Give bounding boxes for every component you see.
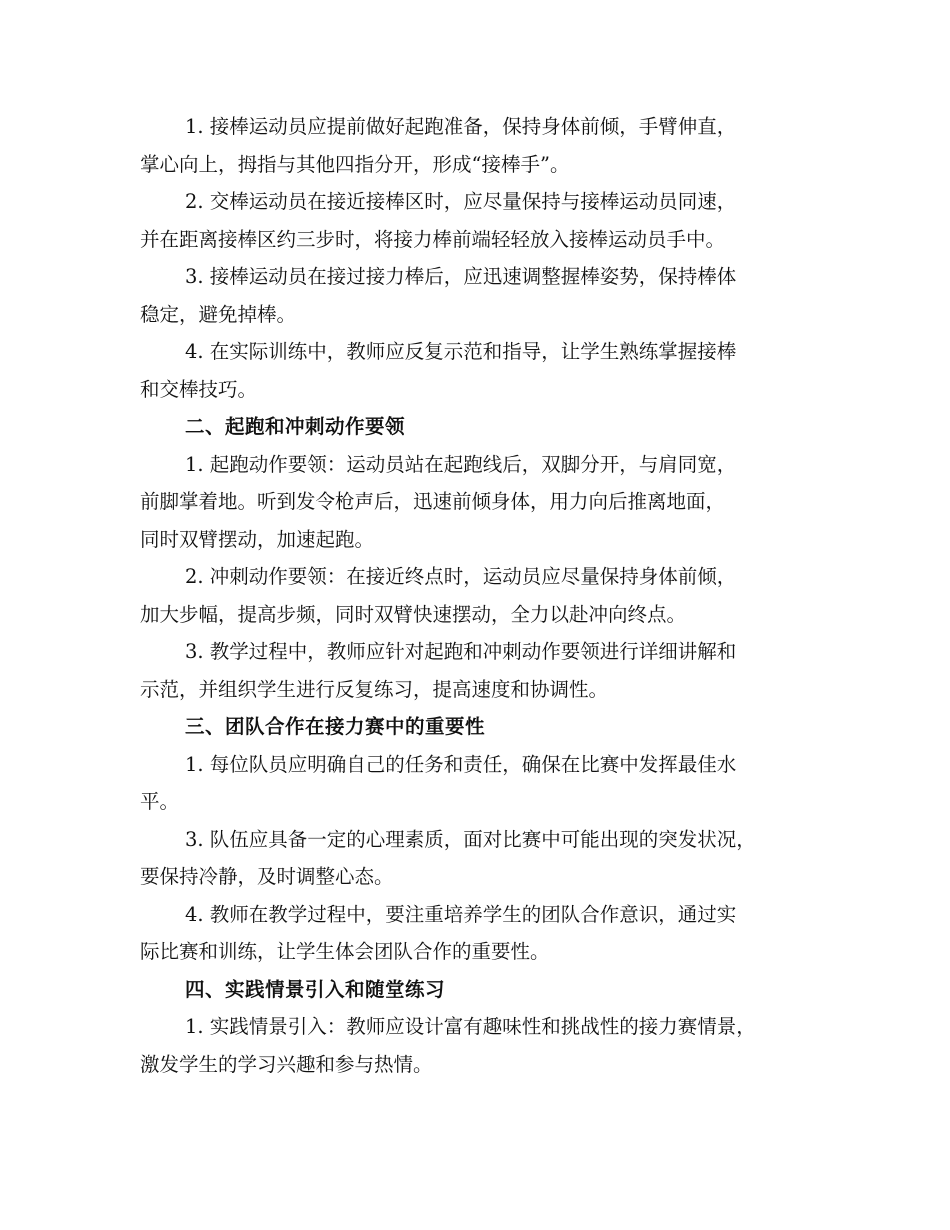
paragraph-11	[140, 1008, 820, 1083]
text-line: 示范，并组织学生进行反复练习，提高速度和协调性。	[140, 677, 609, 701]
text-line: 3. 队伍应具备一定的心理素质，面对比赛中可能出现的突发状况，	[185, 827, 756, 851]
text-line: 激发学生的学习兴趣和参与热情。	[140, 1052, 433, 1076]
paragraph-9	[140, 821, 820, 896]
section-heading-4: 四、实践情景引入和随堂练习	[185, 977, 446, 1001]
document-body	[140, 108, 820, 1083]
text-line: 2. 冲刺动作要领：在接近终点时，运动员应尽量保持身体前倾，	[185, 565, 737, 588]
text-line: 2. 交棒运动员在接近接棒区时，应尽量保持与接棒运动员同速，	[185, 190, 737, 213]
text-line: 掌心向上，拇指与其他四指分开，形成“接棒手”。	[140, 152, 570, 176]
text-line: 1. 接棒运动员应提前做好起跑准备，保持身体前倾，手臂伸直，	[185, 115, 737, 138]
text-line: 1. 起跑动作要领：运动员站在起跑线后，双脚分开，与肩同宽，	[185, 452, 737, 476]
paragraph-10	[140, 896, 820, 971]
text-line: 1. 每位队员应明确自己的任务和责任，确保在比赛中发挥最佳水	[185, 752, 737, 776]
text-line: 4. 教师在教学过程中，要注重培养学生的团队合作意识，通过实	[185, 902, 737, 926]
text-line: 平。	[140, 790, 180, 813]
text-line: 4. 在实际训练中，教师应反复示范和指导，让学生熟练掌握接棒	[185, 340, 737, 363]
paragraph-7	[140, 633, 820, 708]
paragraph-3	[140, 258, 820, 333]
text-line: 要保持冷静，及时调整心态。	[140, 865, 394, 888]
text-line: 并在距离接棒区约三步时，将接力棒前端轻轻放入接棒运动员手中。	[140, 227, 726, 251]
text-line: 3. 接棒运动员在接过接力棒后，应迅速调整握棒姿势，保持棒体	[185, 265, 737, 288]
section-heading-2: 二、起跑和冲刺动作要领	[185, 415, 406, 438]
paragraph-2	[140, 183, 820, 258]
text-line: 前脚掌着地。听到发令枪声后，迅速前倾身体，用力向后推离地面，	[140, 490, 726, 513]
paragraph-8	[140, 746, 820, 821]
section-heading-3: 三、团队合作在接力赛中的重要性	[185, 715, 486, 738]
text-line: 3. 教学过程中，教师应针对起跑和冲刺动作要领进行详细讲解和	[185, 640, 737, 663]
paragraph-4	[140, 333, 820, 408]
paragraph-5	[140, 446, 820, 559]
text-line: 加大步幅，提高步频，同时双臂快速摆动，全力以赴冲向终点。	[140, 602, 687, 626]
text-line: 1. 实践情景引入：教师应设计富有趣味性和挑战性的接力赛情景，	[185, 1015, 756, 1038]
text-line: 同时双臂摆动，加速起跑。	[140, 527, 375, 551]
paragraph-6	[140, 558, 820, 633]
text-line: 际比赛和训练，让学生体会团队合作的重要性。	[140, 940, 550, 963]
text-line: 和交棒技巧。	[140, 377, 258, 401]
text-line: 稳定，避免掉棒。	[140, 302, 297, 326]
paragraph-1	[140, 108, 820, 183]
